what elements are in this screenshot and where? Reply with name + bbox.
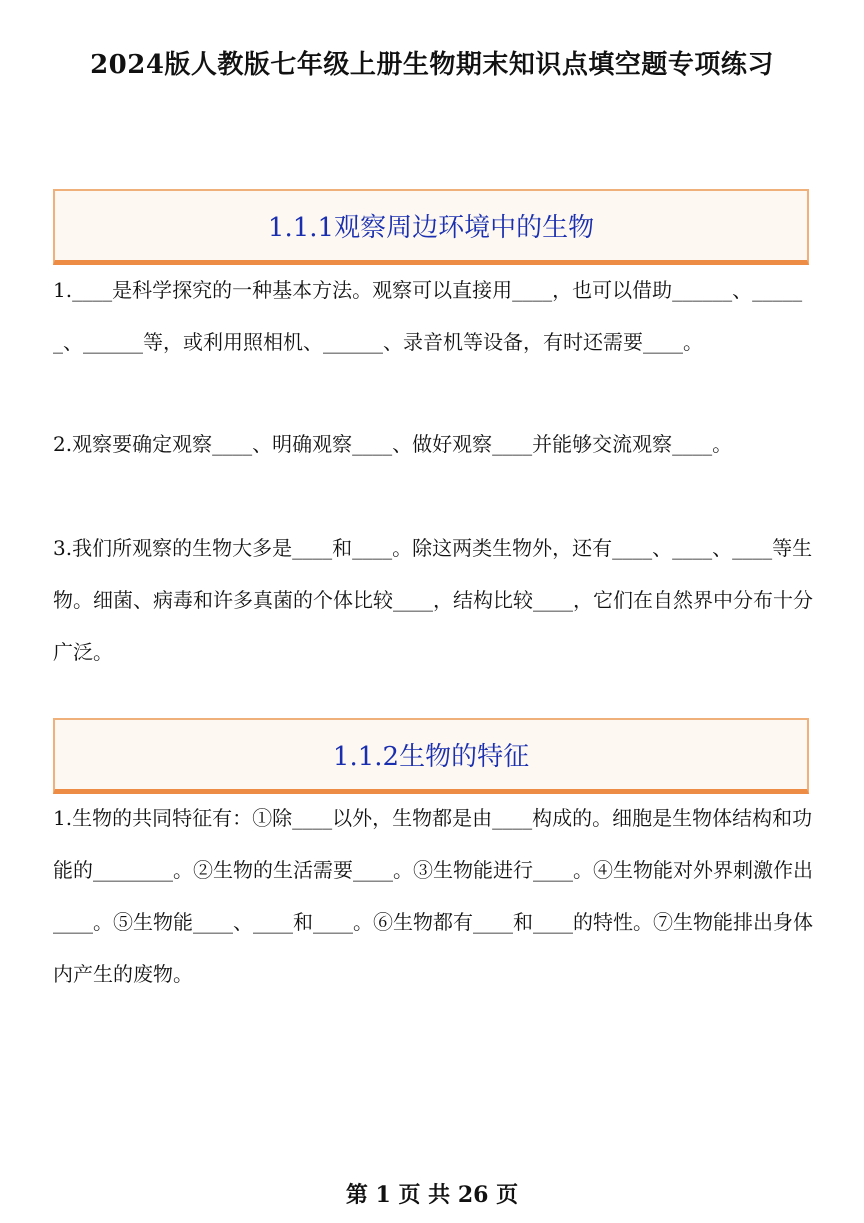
section-header-1-1-2 — [53, 718, 809, 794]
section-header-1-1-1 — [53, 189, 809, 265]
question-1-1-1-q1: 1.____是科学探究的一种基本方法。观察可以直接用____，也可以借助______、______、______等，或利用照相机、______、录音机等设备，有时还需要____。 — [53, 278, 803, 354]
question-1-1-1-q2: 2.观察要确定观察____、明确观察____、做好观察____并能够交流观察____。 — [53, 432, 733, 456]
section-heading-text: 1.1.1观察周边环境中的生物 — [267, 213, 595, 243]
document-title: 2024版人教版七年级上册生物期末知识点填空题专项练习 — [90, 50, 774, 80]
section-heading-text: 1.1.2生物的特征 — [332, 742, 530, 772]
question-1-1-2-q1: 1.生物的共同特征有：①除____以外，生物都是由____构成的。细胞是生物体结构和功能的________。②生物的生活需要____。③生物能进行____。④生物能对外界刺激作出____。⑤生物能____、____和____。⑥生物都有____和____的特性。⑦生物能排出身体内产生的废物。 — [53, 806, 813, 986]
question-1-1-1-q3: 3.我们所观察的生物大多是____和____。除这两类生物外，还有____、____、____等生物。细菌、病毒和许多真菌的个体比较____，结构比较____，它们在自然界中分布十分广泛。 — [53, 536, 813, 664]
page-number: 第 1 页 共 26 页 — [345, 1182, 519, 1208]
